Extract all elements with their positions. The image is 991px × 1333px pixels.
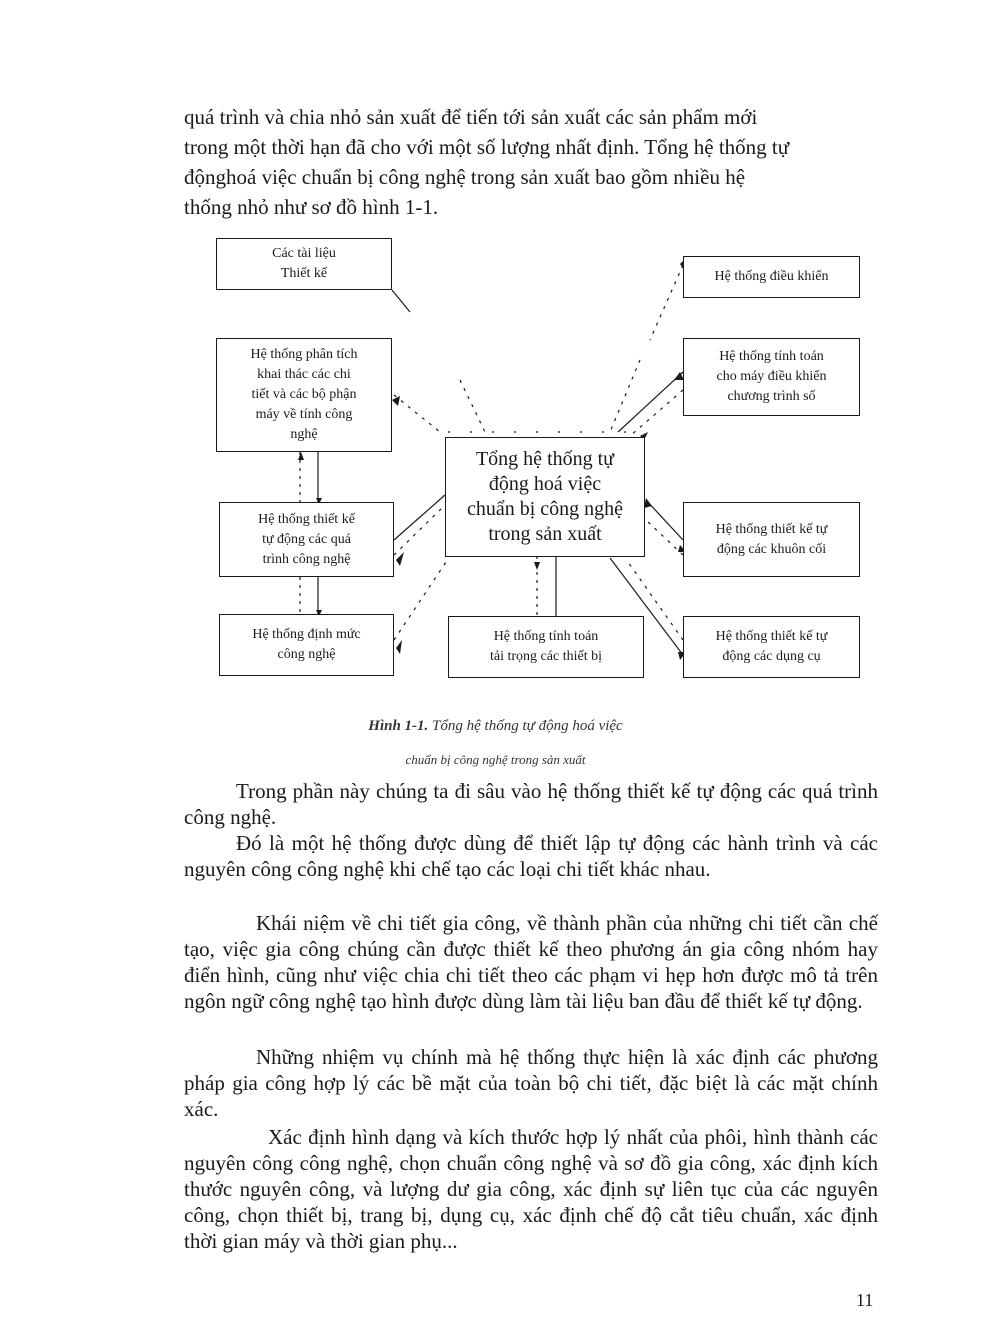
box-text: Hệ thống định mức: [252, 627, 361, 642]
box-text: động hoá việc: [488, 473, 602, 495]
box-text: Hệ thống tính toán: [719, 349, 824, 364]
caption-text: chuẩn bị công nghệ trong sản xuất: [405, 752, 586, 767]
body-paragraph: Những nhiệm vụ chính mà hệ thống thực hiện là xác định các phương pháp gia công hợp lý các bề mặt của toàn bộ chi tiết, đặc biệt là các mặt chính xác.: [184, 1045, 878, 1121]
figure-label: Hình 1-1.: [368, 718, 429, 734]
box-norm-system: [219, 614, 394, 676]
box-text: tiết và các bộ phận: [251, 387, 357, 402]
box-center-overall-system: [445, 437, 645, 557]
box-control-system: [683, 256, 860, 298]
box-text: Hệ thống thiết kế tự: [715, 629, 828, 644]
box-text: Thiết kế: [280, 266, 328, 281]
box-text: máy về tính công: [255, 407, 353, 422]
body-paragraph: Xác định hình dạng và kích thước hợp lý nhất của phôi, hình thành các nguyên công công nghệ, chọn chuẩn công nghệ và sơ đồ gia công, xác định kích thước nguyên công, và lượng dư gia công, xác định sự liên tục của các nguyên công, chọn thiết bị, trang bị, dụng cụ, xác định chế độ cắt tiêu chuẩn, xác định thời gian máy và thời gian phụ...: [184, 1125, 878, 1253]
body-paragraph: Đó là một hệ thống được dùng để thiết lập tự động các hành trình và các nguyên công công nghệ khi chế tạo các loại chi tiết khác nhau.: [184, 831, 878, 881]
body-paragraph: Khái niệm về chi tiết gia công, về thành phần của những chi tiết cần chế tạo, việc gia công chúng cần được thiết kế theo phương án gia công nhóm hay điển hình, cũng như việc chia chi tiết theo các phạm vi hẹp hơn được mô tả trên ngôn ngữ công nghệ tạo hình được dùng làm tài liệu ban đầu để thiết kế tự động.: [184, 911, 878, 1013]
box-load-calculation-system: [448, 616, 644, 678]
page-number: 11: [856, 1290, 874, 1310]
box-die-design-system: [683, 502, 860, 577]
box-text: Các tài liệu: [272, 246, 336, 261]
intro-line: độnghoá việc chuẩn bị công nghệ trong sản xuất bao gồm nhiều hệ: [184, 165, 746, 189]
box-text: trình công nghệ: [262, 551, 351, 567]
box-text: Tổng hệ thống tự: [475, 448, 615, 470]
box-text: tự động các quá: [262, 531, 351, 547]
box-analysis-system: [216, 338, 392, 452]
box-text: trong sản xuất: [488, 523, 602, 545]
box-text: Hệ thống điều khiển: [714, 269, 829, 284]
intro-line: trong một thời hạn đã cho với một số lượng nhất định. Tổng hệ thống tự: [184, 135, 790, 159]
box-text: nghệ: [290, 427, 318, 442]
box-text: Hệ thống thiết kế: [258, 511, 355, 527]
box-text: động các khuôn cối: [716, 541, 827, 557]
intro-line: quá trình và chia nhỏ sản xuất để tiến tới sản xuất các sản phẩm mới: [184, 105, 758, 129]
box-text: chương trình số: [727, 389, 816, 404]
box-text: Hệ thống thiết kế tự: [715, 521, 828, 537]
box-text: khai thác các chi: [257, 367, 351, 382]
box-text: Hệ thống phân tích: [250, 347, 358, 362]
box-design-documents: [216, 238, 392, 290]
box-text: động các dụng cụ: [722, 649, 821, 664]
box-text: tải trọng các thiết bị: [490, 649, 602, 664]
box-tool-design-system: [683, 616, 860, 678]
box-process-design-system: [219, 502, 394, 577]
box-text: chuẩn bị công nghệ: [466, 498, 624, 520]
figure-caption-line-1: [0, 718, 991, 735]
intro-line: thống nhỏ như sơ đồ hình 1-1.: [184, 195, 439, 219]
body-paragraph: Trong phần này chúng ta đi sâu vào hệ thống thiết kế tự động các quá trình công nghệ.: [184, 779, 878, 829]
box-nc-calculation-system: [683, 338, 860, 416]
box-text: cho máy điều khiển: [716, 369, 827, 384]
box-text: công nghệ: [277, 647, 336, 662]
figure-caption-line-2: [0, 752, 991, 768]
box-text: Hệ thống tính toán: [493, 629, 599, 644]
caption-text: Tổng hệ thống tự động hoá việc: [432, 718, 623, 734]
